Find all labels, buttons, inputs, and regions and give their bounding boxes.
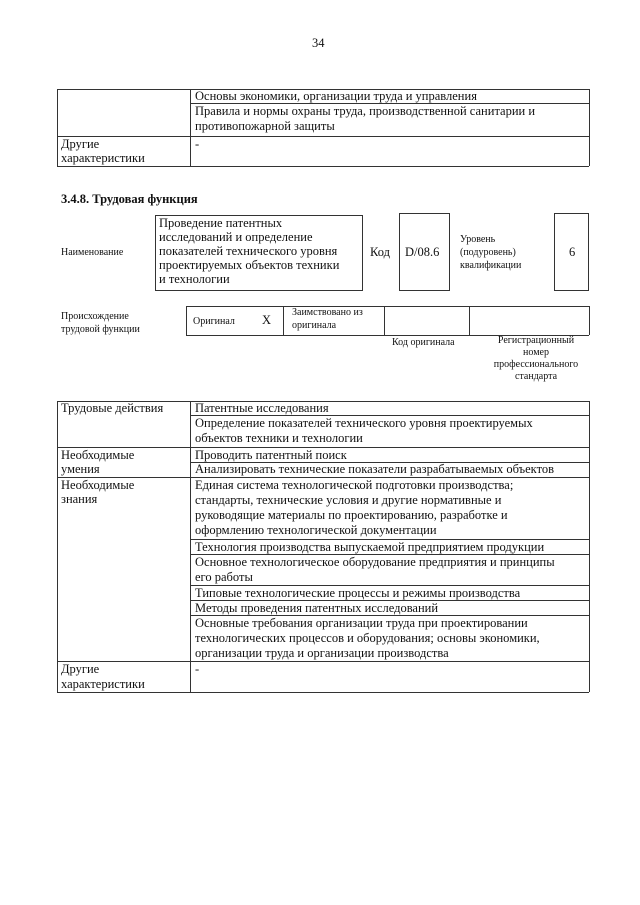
top-table-row-value: противопожарной защиты	[195, 119, 335, 133]
reg-caption-line: стандарта	[514, 371, 558, 382]
knowledge-item: Единая система технологической подготовки производства;	[195, 478, 514, 492]
knowledge-item: технологических процессов и оборудования; основы экономики,	[195, 631, 540, 645]
other-label: Другие	[61, 662, 100, 676]
original-mark: X	[262, 313, 272, 327]
knowledge-label: Необходимые	[61, 478, 135, 492]
name-label: Наименование	[61, 247, 124, 258]
skills-label: Необходимые	[61, 448, 135, 462]
reg-caption-line: Регистрационный	[497, 335, 575, 346]
knowledge-item: Основные требования организации труда при проектировании	[195, 616, 528, 630]
function-name-line: и технологии	[159, 272, 230, 286]
origin-label: трудовой функции	[61, 324, 140, 335]
knowledge-item: руководящие материалы по проектированию, разработке и	[195, 508, 508, 522]
labor-actions-label: Трудовые действия	[61, 401, 164, 415]
knowledge-item: оформлению технологической документации	[195, 523, 437, 537]
reg-caption-line: профессионального	[493, 359, 579, 370]
code-original-caption: Код оригинала	[392, 337, 455, 348]
reg-caption-line: номер	[523, 347, 549, 358]
original-label: Оригинал	[193, 316, 235, 327]
top-table-row-label: Другие	[61, 137, 100, 151]
labor-action-item: объектов техники и технологии	[195, 431, 363, 445]
labor-action-item: Патентные исследования	[195, 401, 329, 415]
origin-label: Происхождение	[61, 311, 129, 322]
knowledge-item: стандарты, технические условия и другие нормативные и	[195, 493, 502, 507]
function-name-line: исследований и определение	[159, 230, 313, 244]
knowledge-item: Типовые технологические процессы и режимы производства	[195, 586, 521, 600]
skill-item: Проводить патентный поиск	[195, 448, 347, 462]
function-name-line: проектируемых объектов техники	[159, 258, 340, 272]
other-label: характеристики	[61, 677, 145, 691]
page-number: 34	[312, 36, 325, 50]
code-value: D/08.6	[405, 245, 440, 259]
top-table-row-value: -	[195, 137, 200, 151]
other-value: -	[195, 662, 200, 676]
labor-action-item: Определение показателей технического уровня проектируемых	[195, 416, 533, 430]
code-label: Код	[370, 245, 390, 259]
reg-number-caption	[471, 335, 601, 383]
level-label: квалификации	[460, 260, 522, 271]
knowledge-item: Технология производства выпускаемой предприятием продукции	[195, 540, 545, 554]
knowledge-item: организации труда и организации производства	[195, 646, 449, 660]
function-name-line: Проведение патентных	[159, 216, 283, 230]
borrowed-label: оригинала	[292, 320, 337, 331]
knowledge-item: Основное технологическое оборудование предприятия и принципы	[195, 555, 555, 569]
skill-item: Анализировать технические показатели разрабатываемых объектов	[195, 462, 555, 476]
knowledge-label: знания	[61, 492, 98, 506]
level-label: Уровень	[460, 234, 496, 245]
level-value: 6	[569, 245, 576, 259]
knowledge-item: Методы проведения патентных исследований	[195, 601, 439, 615]
top-table-row-label: характеристики	[61, 151, 145, 165]
level-label: (подуровень)	[460, 247, 516, 258]
top-table-row-value: Основы экономики, организации труда и управления	[195, 89, 477, 103]
section-heading: 3.4.8. Трудовая функция	[61, 192, 198, 206]
function-name-line: показателей технического уровня	[159, 244, 338, 258]
borrowed-label: Заимствовано из	[292, 307, 363, 318]
top-table-row-value: Правила и нормы охраны труда, производственной санитарии и	[195, 104, 536, 118]
knowledge-item: его работы	[195, 570, 253, 584]
skills-label: умения	[61, 462, 100, 476]
